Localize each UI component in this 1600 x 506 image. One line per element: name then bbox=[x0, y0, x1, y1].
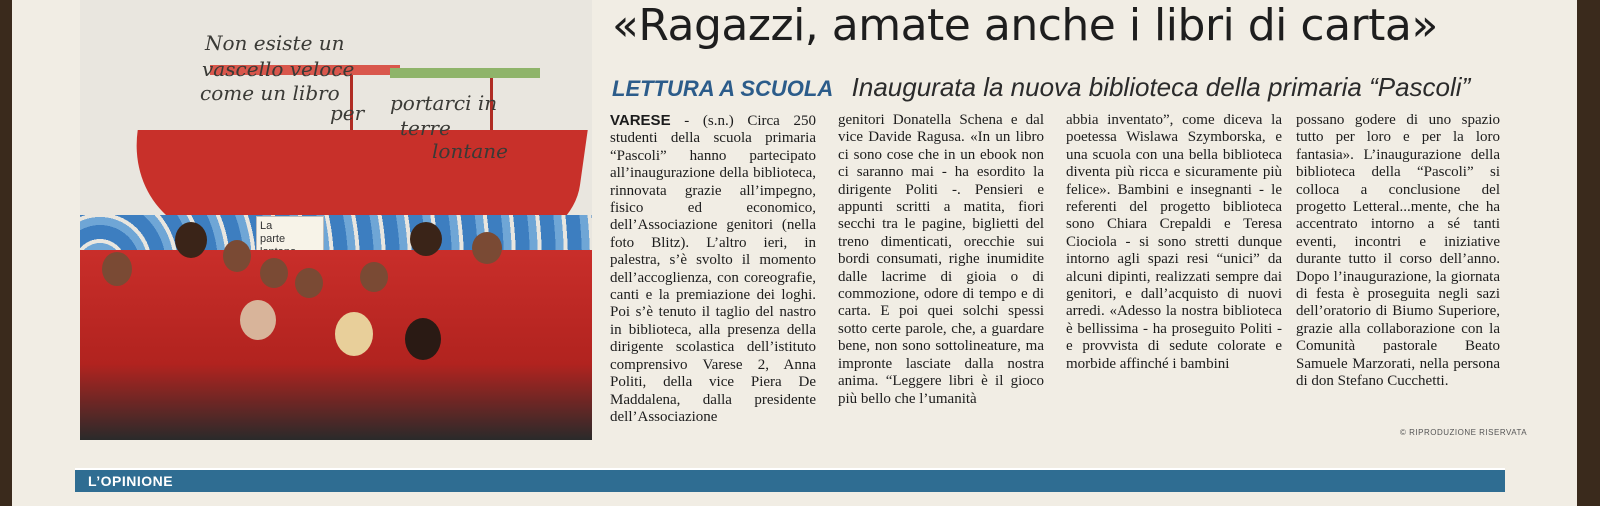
child-head bbox=[410, 222, 442, 256]
article-column-3 bbox=[1066, 112, 1282, 373]
column-text: abbia inventato”, come diceva la poetessa Wislawa Szymborska, e una scuola con una bella biblioteca diventa più ricca e sicuramente più felice». Bambini e insegnanti - le referenti del progetto biblioteca sono Chiara Crepaldi e Teresa Ciociola - si sono stretti dunque intorno agli spazi resi “unici” da alcuni dipinti, realizzati sempre dai genitori, e dall’acquisto di nuovi arredi. «Adesso la nostra biblioteca è bellissima - ha proseguito Politi - e provvista di sedute colorate e morbide affinché i bambini bbox=[1066, 112, 1282, 372]
wall-text-line: come un libro bbox=[200, 81, 340, 105]
adult-head bbox=[335, 312, 373, 356]
wall-text-line: lontane bbox=[432, 139, 508, 163]
article-kicker bbox=[612, 72, 1470, 103]
child-head bbox=[175, 222, 207, 258]
article-headline: «Ragazzi, amate anche i libri di carta» bbox=[612, 0, 1438, 51]
article-column-1 bbox=[610, 112, 816, 426]
book-sign-line: La bbox=[260, 220, 273, 232]
child-head bbox=[260, 258, 288, 288]
article-column-4 bbox=[1296, 112, 1500, 391]
book-sign-line: parte bbox=[260, 233, 286, 245]
group-of-children bbox=[80, 250, 592, 440]
wall-text-line: per bbox=[330, 101, 365, 125]
column-text: genitori Donatella Schena e dal vice Davide Ragusa. «In un libro ci sono cose che in un ebook non ci saranno mai - ha esordito la dirigente Politi -. Pensieri e appunti scritti a matita, fiori secchi tra le pagine, biglietti del treno dimenticati, orecchie sui bordi consumati, righe inumidite dalle lacrime di gioia o di commozione, odore di tempo e di carta. E poi quei solchi spessi sotto certe parole, che, a guardare bene, non sono sottolineature, ma impronte lasciate dalla nostra anima. “Leggere libri è il gioco più bello che l’umanità bbox=[838, 112, 1044, 407]
article-subheadline: Inaugurata la nuova biblioteca della primaria “Pascoli” bbox=[851, 72, 1471, 102]
child-head bbox=[102, 252, 132, 286]
article-column-2 bbox=[838, 112, 1044, 408]
adult-head bbox=[405, 318, 441, 360]
copyright-note: © RIPRODUZIONE RISERVATA bbox=[1400, 428, 1528, 437]
wall-text-line: vascello veloce bbox=[202, 57, 355, 81]
child-head bbox=[472, 232, 502, 264]
child-head bbox=[360, 262, 388, 292]
section-label-opinione: L’OPINIONE bbox=[80, 473, 181, 489]
wall-text-line: portarci in bbox=[390, 91, 498, 115]
section-bar bbox=[75, 470, 1505, 492]
child-head bbox=[223, 240, 251, 272]
kicker-tag: LETTURA A SCUOLA bbox=[612, 76, 834, 101]
child-head bbox=[295, 268, 323, 298]
article-photo bbox=[80, 0, 592, 440]
wall-text-line: Non esiste un bbox=[205, 31, 345, 55]
column-text: possano godere di uno spazio tutto per loro e per la loro fantasia». L’inaugurazione della biblioteca della “Pascoli” si colloca a conclusione del progetto Letteral...mente, che ha accentrato intorno a sé tanti eventi, incontri e iniziative durante tutto il corso dell’anno. Dopo l’inaugurazione, la giornata di festa è proseguita negli sazi dell’oratorio di Biumo Superiore, grazie alla collaborazione con la Comunità pastorale Beato Samuele Marzorati, nella persona di don Stefano Cucchetti. bbox=[1296, 112, 1500, 390]
column-text: - (s.n.) Circa 250 studenti della scuola primaria “Pascoli” hanno partecipato all’inaugurazione della biblioteca, rinnovata grazie all’impegno, fisico ed economico, dell’Associazione genitori (nella foto Blitz). L’altro ieri, in palestra, s’è svolto il momento dell’accoglienza, con coreografie, canti e la premiazione dei loghi. Poi s’è tenuto il taglio del nastro in biblioteca, alla presenza della dirigente scolastica dell’istituto comprensivo Varese 2, Anna Politi, della vice Piera De Maddalena, dalla presidente dell’Associazione bbox=[610, 113, 816, 425]
adult-head bbox=[240, 300, 276, 340]
article-dateline: VARESE bbox=[610, 112, 671, 129]
wall-text-line: terre bbox=[400, 116, 451, 140]
ship-deck-green bbox=[390, 68, 540, 78]
